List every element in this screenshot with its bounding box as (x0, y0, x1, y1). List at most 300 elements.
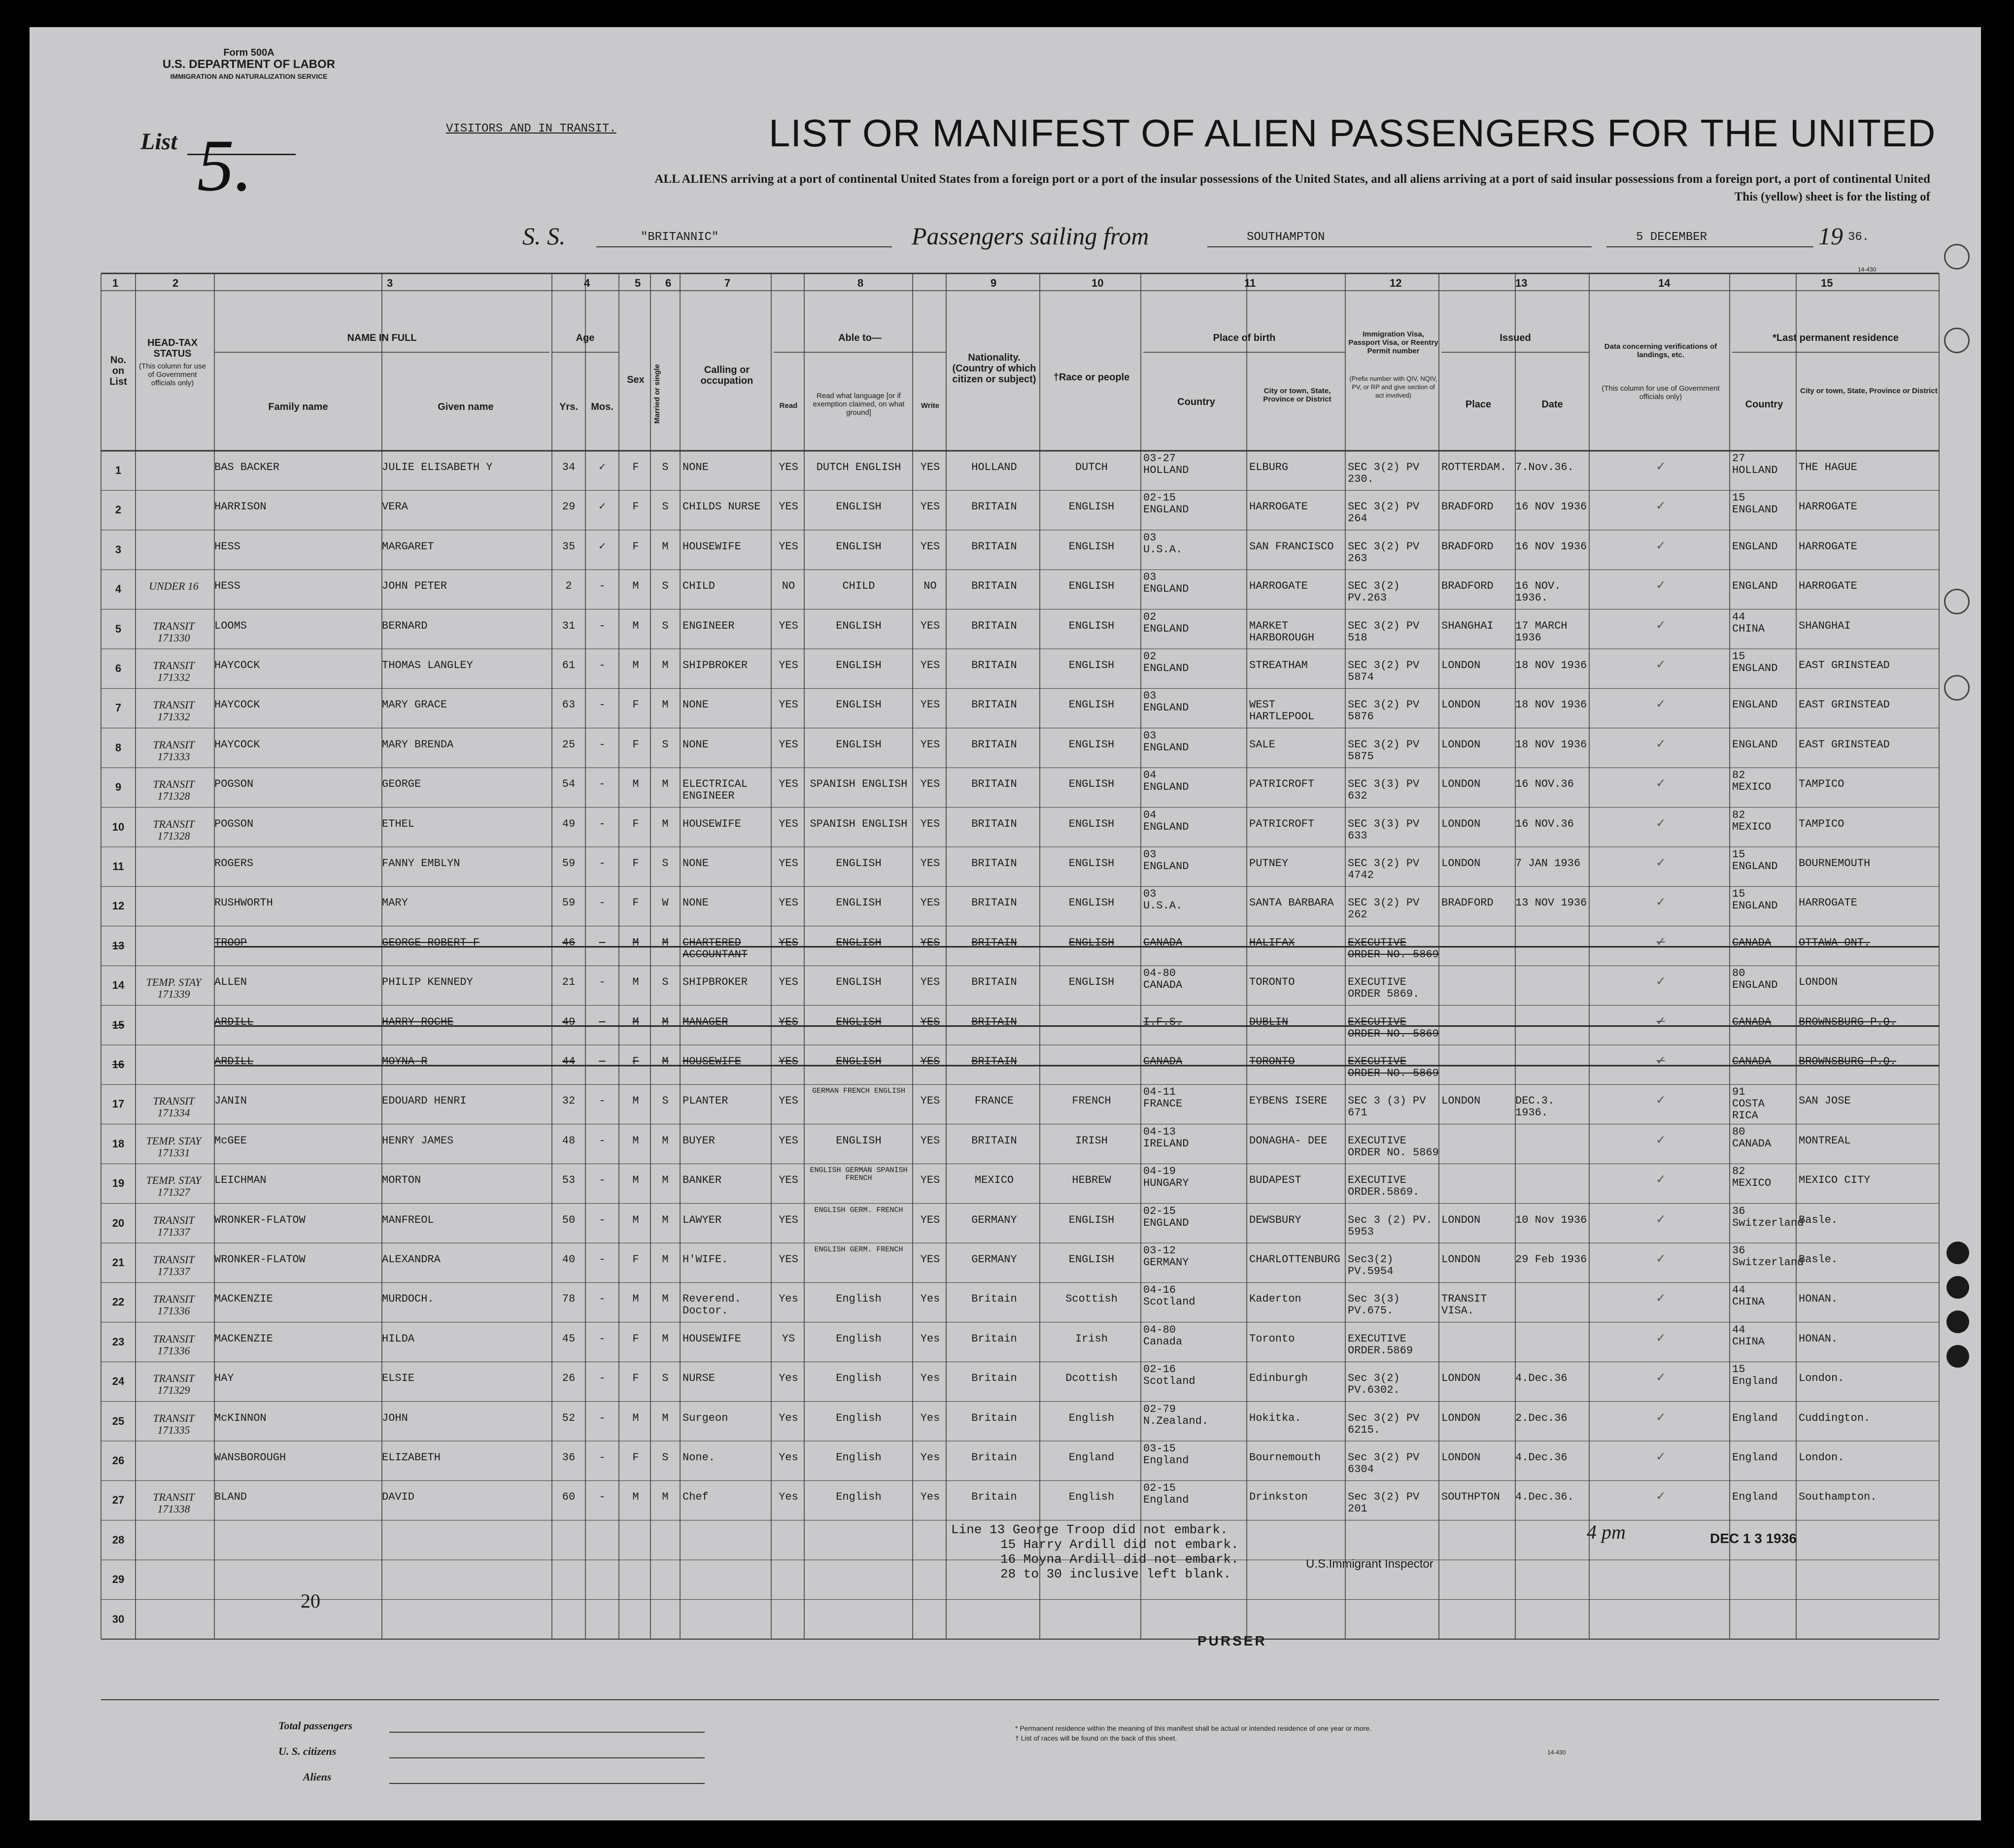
tally-number: 20 (301, 1590, 320, 1612)
header-married: Married or single (653, 364, 661, 424)
cell-rcountry: 44 CHINA (1732, 1284, 1765, 1309)
cell-date: DEC.3. 1936. (1515, 1095, 1555, 1119)
cell-tax: TEMP. STAY 171327 (146, 1174, 202, 1199)
cell-nat: BRITAIN (971, 1055, 1017, 1068)
binder-hole (1946, 1345, 1969, 1368)
cell-yrs: 32 (562, 1095, 576, 1108)
cell-rcity: SAN JOSE (1799, 1095, 1851, 1108)
cell-mos: - (599, 1015, 606, 1028)
cell-bc: CANADA (1143, 936, 1183, 949)
cell-family: ROGERS (214, 857, 254, 870)
cell-occ: Chef (683, 1491, 709, 1504)
cell-nat: Britain (971, 1332, 1017, 1345)
cell-rcountry: 44 CHINA (1732, 610, 1765, 635)
cell-race: IRISH (1075, 1134, 1108, 1147)
cell-verif: ✓ (1656, 1014, 1665, 1030)
cell-nat: HOLLAND (971, 461, 1017, 473)
cell-date: 18 NOV 1936 (1515, 699, 1587, 711)
cell-occ: NONE (683, 461, 709, 473)
cell-no: 18 (112, 1137, 125, 1150)
cell-no: 3 (115, 543, 122, 556)
cell-rcountry: CANADA (1732, 1055, 1772, 1068)
cell-ms: M (662, 1134, 669, 1147)
cell-no: 6 (115, 662, 122, 674)
cell-nat: GERMANY (971, 1253, 1017, 1266)
cell-place: LONDON (1441, 778, 1481, 791)
cell-family: POGSON (214, 817, 254, 830)
cell-verif: ✓ (1656, 499, 1665, 515)
cell-bc: 03 U.S.A. (1143, 531, 1183, 556)
header-verifications: Data concerning verifications of landings, etc. (1604, 342, 1717, 359)
cell-yrs: 45 (562, 1332, 576, 1345)
cell-ms: M (662, 778, 669, 791)
cell-date: 10 Nov 1936 (1515, 1213, 1587, 1226)
cell-bc: 03-12 GERMANY (1143, 1244, 1189, 1269)
header-able-to: Able to— (838, 333, 882, 343)
cell-no: 2 (115, 504, 122, 516)
header-issued: Issued (1500, 333, 1531, 343)
cell-occ: NURSE (683, 1372, 716, 1385)
cell-given: MANFREOL (382, 1213, 434, 1226)
cell-nat: Britain (971, 1491, 1017, 1504)
cell-ms: M (662, 817, 669, 830)
cell-bcity: PATRICROFT (1249, 778, 1315, 791)
cell-rcity: Basle. (1799, 1253, 1838, 1266)
header-res-country: Country (1745, 399, 1783, 410)
cell-bcity: TORONTO (1249, 976, 1295, 989)
column-number: 5 (635, 277, 641, 289)
footer-aliens: Aliens (303, 1771, 332, 1783)
cell-bc: 03 ENGLAND (1143, 690, 1189, 714)
header-read: Read (779, 402, 798, 410)
cell-given: MORTON (382, 1174, 421, 1187)
cell-race: ENGLISH (1068, 857, 1115, 870)
cell-rcountry: 15 ENGLAND (1732, 492, 1778, 516)
note-line: 16 Moyna Ardill did not embark. (1000, 1552, 1239, 1567)
total-passengers-line (389, 1732, 705, 1733)
cell-rcity: Cuddington. (1799, 1411, 1871, 1424)
cell-no: 30 (112, 1613, 125, 1625)
cell-lang: English (836, 1372, 882, 1385)
cell-no: 4 (115, 583, 122, 596)
cell-family: TROOP (214, 936, 247, 949)
cell-ms: S (662, 619, 669, 632)
cell-bc: 02 ENGLAND (1143, 650, 1189, 674)
cell-bcity: Hokitka. (1249, 1411, 1301, 1424)
cell-yrs: 78 (562, 1293, 576, 1306)
cell-rcountry: 15 England (1732, 1363, 1778, 1388)
cell-bc: 02-15 ENGLAND (1143, 1205, 1189, 1229)
cell-sex: F (632, 1332, 639, 1345)
column-number: 4 (584, 277, 590, 289)
header-verif-note: (This column for use of Government officials only) (1602, 384, 1720, 401)
cell-yrs: 21 (562, 976, 576, 989)
cell-rcountry: 82 MEXICO (1732, 1165, 1772, 1190)
cell-given: JOHN PETER (382, 580, 447, 593)
cell-race: ENGLISH (1068, 778, 1115, 791)
cell-write: YES (920, 857, 940, 870)
cell-rcity: HARROGATE (1799, 540, 1857, 553)
binder-hole (1944, 589, 1970, 614)
cell-ms: S (662, 461, 669, 473)
column-number: 7 (724, 277, 731, 289)
cell-read: YES (779, 1253, 798, 1266)
cell-place: LONDON (1441, 659, 1481, 672)
cell-write: YES (920, 1015, 940, 1028)
cell-verif: ✓ (1656, 895, 1665, 911)
cell-tax: TRANSIT 171337 (153, 1213, 195, 1238)
cell-no: 16 (112, 1058, 125, 1071)
cell-sex: M (632, 1174, 639, 1187)
cell-verif: ✓ (1656, 1371, 1665, 1386)
cell-visa: SEC 3(2) PV 4742 (1348, 857, 1420, 881)
form-code: 14-430 (1858, 266, 1877, 273)
cell-bcity: PUTNEY (1249, 857, 1289, 870)
cell-mos: ✓ (599, 461, 606, 473)
inspection-time: 4 pm (1587, 1521, 1626, 1543)
cell-occ: NONE (683, 738, 709, 751)
cell-tax: TRANSIT 171334 (153, 1095, 195, 1119)
header-age: Age (576, 333, 595, 343)
cell-date: 4.Dec.36 (1515, 1451, 1568, 1464)
cell-place: LONDON (1441, 699, 1481, 711)
cell-read: YES (779, 1213, 798, 1226)
cell-ms: S (662, 1451, 669, 1464)
cell-given: ELIZABETH (382, 1451, 441, 1464)
cell-occ: HOUSEWIFE (683, 817, 741, 830)
cell-write: YES (920, 897, 940, 909)
cell-write: YES (920, 1174, 940, 1187)
cell-date: 4.Dec.36. (1515, 1491, 1574, 1504)
cell-nat: BRITAIN (971, 580, 1017, 593)
cell-write: YES (920, 1134, 940, 1147)
cell-write: Yes (920, 1451, 940, 1464)
cell-nat: BRITAIN (971, 1015, 1017, 1028)
binder-hole (1944, 675, 1970, 701)
cell-sex: M (632, 1015, 639, 1028)
cell-tax: TRANSIT 171330 (153, 619, 195, 644)
cell-given: JOHN (382, 1411, 408, 1424)
cell-ms: M (662, 1055, 669, 1068)
cell-place: LONDON (1441, 1253, 1481, 1266)
cell-bc: 04-80 CANADA (1143, 967, 1183, 992)
cell-read: Yes (779, 1491, 798, 1504)
cell-bcity: Drinkston (1249, 1491, 1308, 1504)
cell-visa: Sec 3(2) PV 201 (1348, 1491, 1420, 1515)
cell-family: McGEE (214, 1134, 247, 1147)
cell-write: YES (920, 778, 940, 791)
cell-date: 7.Nov.36. (1515, 461, 1574, 473)
cell-verif: ✓ (1656, 856, 1665, 871)
cell-tax: TRANSIT 171337 (153, 1253, 195, 1277)
footer-us-citizens: U. S. citizens (278, 1745, 337, 1757)
cell-bcity: DUBLIN (1249, 1015, 1289, 1028)
column-number: 3 (387, 277, 393, 289)
cell-occ: PLANTER (683, 1095, 728, 1108)
cell-verif: ✓ (1656, 737, 1665, 752)
cell-rcity: Basle. (1799, 1213, 1838, 1226)
cell-mos: - (599, 1213, 606, 1226)
cell-bc: I.F.S. (1143, 1015, 1183, 1028)
cell-family: McKINNON (214, 1411, 267, 1424)
cell-family: HAY (214, 1372, 234, 1385)
cell-mos: - (599, 817, 606, 830)
cell-visa: SEC 3(2) PV 264 (1348, 501, 1420, 525)
binder-hole (1946, 1310, 1969, 1333)
cell-write: YES (920, 817, 940, 830)
cell-verif: ✓ (1656, 618, 1665, 634)
cell-nat: MEXICO (974, 1174, 1014, 1187)
cell-visa: EXECUTIVE ORDER NO. 5869 (1348, 1015, 1439, 1040)
cell-write: YES (920, 501, 940, 513)
column-number: 1 (112, 277, 119, 289)
cell-bcity: SANTA BARBARA (1249, 897, 1334, 909)
cell-mos: - (599, 738, 606, 751)
cell-mos: - (599, 699, 606, 711)
cell-visa: SEC 3(2) PV 518 (1348, 619, 1420, 644)
cell-bc: 02-15 ENGLAND (1143, 492, 1189, 516)
cell-ms: S (662, 501, 669, 513)
cell-bcity: ELBURG (1249, 461, 1289, 473)
cell-rcity: HONAN. (1799, 1293, 1838, 1306)
cell-visa: EXECUTIVE ORDER NO. 5869 (1348, 1055, 1439, 1079)
cell-tax: TRANSIT 171329 (153, 1372, 195, 1397)
cell-read: YES (779, 1015, 798, 1028)
cell-no: 12 (112, 900, 125, 912)
cell-rcountry: 15 ENGLAND (1732, 848, 1778, 873)
cell-rcity: Southampton. (1799, 1491, 1877, 1504)
cell-date: 18 NOV 1936 (1515, 738, 1587, 751)
binder-hole (1944, 244, 1970, 269)
cell-bcity: HALIFAX (1249, 936, 1295, 949)
cell-read: YES (779, 1095, 798, 1108)
purser-label: PURSER (1197, 1633, 1267, 1648)
cell-bcity: DEWSBURY (1249, 1213, 1301, 1226)
cell-race: HEBREW (1072, 1174, 1111, 1187)
cell-yrs: 25 (562, 738, 576, 751)
cell-nat: BRITAIN (971, 501, 1017, 513)
list-label: List (140, 129, 177, 155)
cell-ms: M (662, 540, 669, 553)
cell-lang: ENGLISH GERM. FRENCH (814, 1206, 903, 1214)
cell-family: BAS BACKER (214, 461, 280, 473)
cell-sex: F (632, 540, 639, 553)
cell-date: 16 NOV.36 (1515, 817, 1574, 830)
cell-rcity: LONDON (1799, 976, 1838, 989)
header-last-residence: *Last permanent residence (1773, 333, 1899, 343)
column-number: 15 (1821, 277, 1833, 289)
cell-sex: F (632, 699, 639, 711)
cell-rcountry: 82 MEXICO (1732, 769, 1772, 794)
cell-write: Yes (920, 1372, 940, 1385)
note-line: 28 to 30 inclusive left blank. (1000, 1567, 1231, 1581)
cell-read: YES (779, 936, 798, 949)
cell-place: LONDON (1441, 817, 1481, 830)
cell-ms: M (662, 1491, 669, 1504)
cell-verif: ✓ (1656, 974, 1665, 990)
cell-visa: SEC 3(2) PV 262 (1348, 897, 1420, 921)
header-visa: Immigration Visa, Passport Visa, or Reentry Permit number (1348, 330, 1438, 355)
cell-rcity: London. (1799, 1451, 1844, 1464)
cell-visa: SEC 3(2) PV 5875 (1348, 738, 1420, 763)
cell-race: English (1068, 1491, 1115, 1504)
cell-rcountry: ENGLAND (1732, 580, 1778, 593)
cell-mos: - (599, 1411, 606, 1424)
cell-read: YES (779, 1174, 798, 1187)
cell-bcity: HARROGATE (1249, 580, 1308, 593)
cell-visa: Sec 3(2) PV 6215. (1348, 1411, 1420, 1436)
cell-given: EDOUARD HENRI (382, 1095, 467, 1108)
cell-rcountry: England (1732, 1451, 1778, 1464)
cell-visa: EXECUTIVE ORDER NO. 5869 (1348, 1134, 1439, 1159)
cell-place: SHANGHAI (1441, 619, 1494, 632)
binder-hole (1944, 328, 1970, 353)
cell-place: LONDON (1441, 1213, 1481, 1226)
cell-ms: M (662, 1293, 669, 1306)
cell-no: 24 (112, 1375, 125, 1388)
cell-given: PHILIP KENNEDY (382, 976, 473, 989)
cell-tax: TEMP. STAY 171339 (146, 976, 202, 1001)
cell-yrs: 34 (562, 461, 576, 473)
footnote-races: † List of races will be found on the back of this sheet. (1015, 1734, 1177, 1742)
cell-mos: - (599, 1332, 606, 1345)
cell-family: HAYCOCK (214, 699, 260, 711)
cell-lang: ENGLISH (836, 540, 882, 553)
cell-read: Yes (779, 1372, 798, 1385)
cell-no: 27 (112, 1494, 125, 1507)
cell-verif: ✓ (1656, 1252, 1665, 1267)
cell-date: 16 NOV 1936 (1515, 540, 1587, 553)
cell-lang: ENGLISH (836, 699, 882, 711)
cell-ms: M (662, 1332, 669, 1345)
cell-family: HAYCOCK (214, 659, 260, 672)
cell-no: 15 (112, 1018, 125, 1031)
header-yrs: Yrs. (559, 402, 578, 412)
cell-yrs: 31 (562, 619, 576, 632)
cell-race: ENGLISH (1068, 619, 1115, 632)
cell-yrs: 44 (562, 1055, 576, 1068)
cell-family: JANIN (214, 1095, 247, 1108)
cell-ms: S (662, 1372, 669, 1385)
cell-verif: ✓ (1656, 935, 1665, 950)
service-name: IMMIGRATION AND NATURALIZATION SERVICE (170, 72, 328, 80)
cell-sex: F (632, 817, 639, 830)
header-calling: Calling or occupation (700, 365, 753, 386)
header-issued-place: Place (1465, 399, 1492, 410)
cell-mos: - (599, 1174, 606, 1187)
cell-bc: 02-79 N.Zealand. (1143, 1403, 1209, 1427)
cell-verif: ✓ (1656, 1173, 1665, 1188)
cell-tax: UNDER 16 (149, 580, 199, 593)
cell-yrs: 49 (562, 817, 576, 830)
cell-read: YES (779, 1055, 798, 1068)
cell-occ: ENGINEER (683, 619, 735, 632)
cell-bc: 02-15 England (1143, 1482, 1189, 1507)
cell-family: MACKENZIE (214, 1332, 273, 1345)
cell-tax: TRANSIT 171335 (153, 1411, 195, 1436)
cell-yrs: 29 (562, 501, 576, 513)
cell-rcountry: ENGLAND (1732, 699, 1778, 711)
cell-race: Scottish (1065, 1293, 1118, 1306)
cell-read: Yes (779, 1451, 798, 1464)
cell-read: YES (779, 501, 798, 513)
cell-mos: - (599, 1095, 606, 1108)
cell-no: 1 (115, 464, 122, 476)
header-birth-city: City or town, State, Province or District (1263, 387, 1331, 403)
cell-place: SOUTHPTON (1441, 1491, 1500, 1504)
cell-rcity: BROWNSBURG P.Q. (1799, 1015, 1897, 1028)
cell-given: MARY GRACE (382, 699, 447, 711)
cell-date: 2.Dec.36 (1515, 1411, 1568, 1424)
form-number: Form 500A (223, 47, 274, 58)
department-name: U.S. DEPARTMENT OF LABOR (162, 58, 336, 71)
cell-no: 21 (112, 1256, 125, 1269)
cell-mos: ✓ (599, 540, 606, 553)
cell-race: ENGLISH (1068, 936, 1115, 949)
cell-no: 5 (115, 622, 122, 635)
cell-family: WRONKER-FLATOW (214, 1253, 306, 1266)
cell-bc: 04-19 HUNGARY (1143, 1165, 1189, 1190)
cell-yrs: 63 (562, 699, 576, 711)
cell-ms: M (662, 1253, 669, 1266)
cell-rcity: EAST GRINSTEAD (1799, 659, 1890, 672)
binder-hole (1946, 1242, 1969, 1264)
cell-ms: S (662, 1095, 669, 1108)
cell-verif: ✓ (1656, 776, 1665, 792)
cell-sex: M (632, 1134, 639, 1147)
cell-lang: SPANISH ENGLISH (810, 817, 908, 830)
cell-no: 11 (112, 860, 124, 873)
cell-sex: F (632, 1253, 639, 1266)
cell-occ: H'WIFE. (683, 1253, 728, 1266)
cell-verif: ✓ (1656, 1410, 1665, 1426)
cell-rcity: TAMPICO (1799, 817, 1844, 830)
cell-write: YES (920, 1213, 940, 1226)
cell-lang: English (836, 1332, 882, 1345)
cell-write: YES (920, 619, 940, 632)
cell-yrs: 26 (562, 1372, 576, 1385)
cell-rcountry: ENGLAND (1732, 738, 1778, 751)
header-nationality: Nationality. (Country of which citizen or subject) (952, 352, 1036, 385)
cell-date: 17 MARCH 1936 (1515, 619, 1568, 644)
cell-bcity: BUDAPEST (1249, 1174, 1301, 1187)
cell-nat: BRITAIN (971, 976, 1017, 989)
column-number: 10 (1092, 277, 1104, 289)
cell-race: ENGLISH (1068, 817, 1115, 830)
header-read-language: Read what language [or if exemption claimed, on what ground] (813, 392, 905, 417)
cell-yrs: 59 (562, 857, 576, 870)
cell-bc: 04 ENGLAND (1143, 769, 1189, 794)
cell-mos: - (599, 1253, 606, 1266)
cell-bcity: HARROGATE (1249, 501, 1308, 513)
cell-mos: - (599, 936, 606, 949)
cell-nat: BRITAIN (971, 936, 1017, 949)
cell-given: VERA (382, 501, 408, 513)
cell-given: ELSIE (382, 1372, 415, 1385)
cell-no: 26 (112, 1454, 125, 1467)
cell-occ: CHILDS NURSE (683, 501, 761, 513)
cell-date: 29 Feb 1936 (1515, 1253, 1587, 1266)
cell-bc: 03 ENGLAND (1143, 729, 1189, 754)
cell-given: HILDA (382, 1332, 415, 1345)
sheet-type: VISITORS AND IN TRANSIT. (446, 122, 616, 135)
cell-yrs: 61 (562, 659, 576, 672)
cell-rcountry: 15 ENGLAND (1732, 650, 1778, 674)
header-head-tax-note: (This column for use of Government officials only) (139, 362, 206, 387)
cell-rcountry: 36 Switzerland (1732, 1244, 1804, 1269)
footer-total-passengers: Total passengers (278, 1719, 353, 1732)
cell-yrs: 54 (562, 778, 576, 791)
